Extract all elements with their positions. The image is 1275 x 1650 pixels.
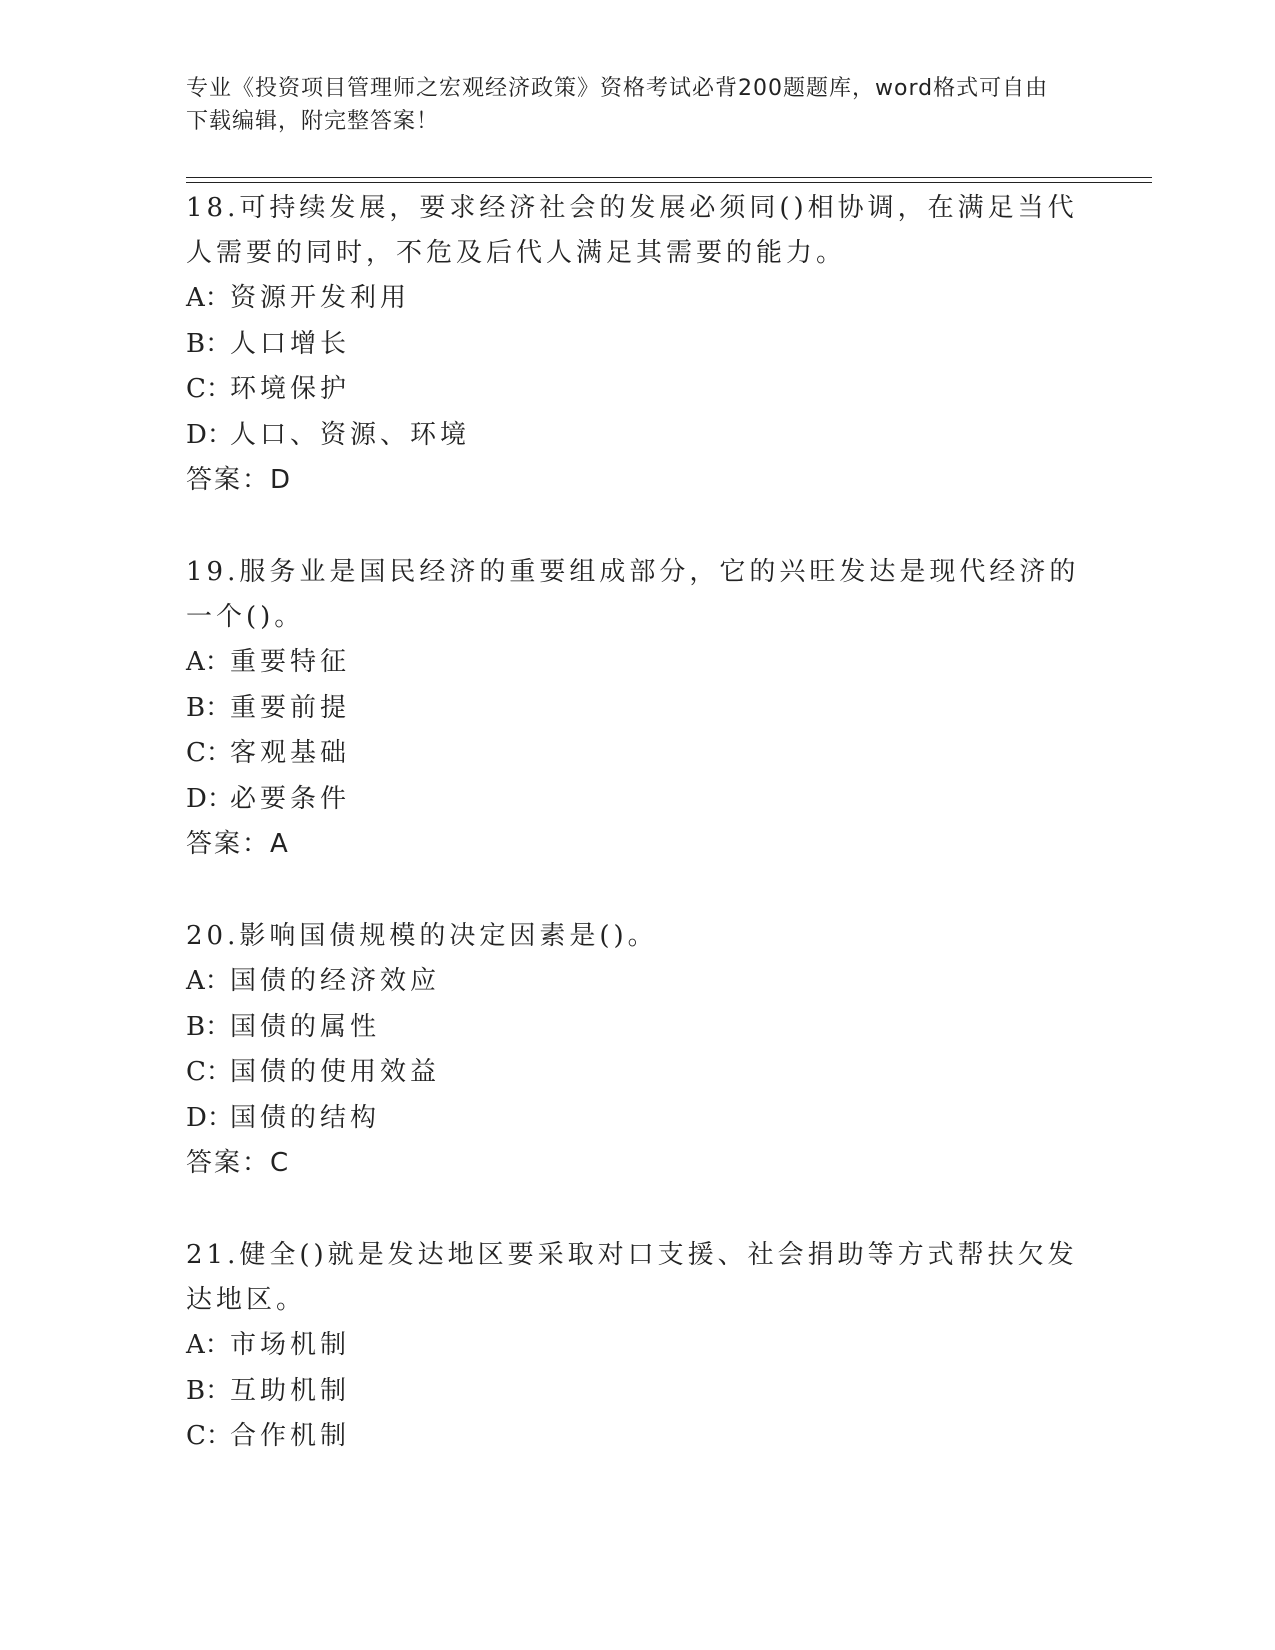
option-text: 国债的使用效益 <box>230 1057 441 1087</box>
option-text: 环境保护 <box>230 374 351 404</box>
option-text: 市场机制 <box>230 1330 351 1360</box>
option-text: 客观基础 <box>230 738 351 768</box>
option-text: 国债的结构 <box>230 1102 381 1133</box>
option-letter: A： <box>186 1330 231 1360</box>
option-b <box>186 686 1086 732</box>
option-a <box>186 959 1086 1005</box>
question-text: 19.服务业是国民经济的重要组成部分，它的兴旺发达是现代经济的一个()。 <box>186 557 1080 632</box>
option-a <box>186 1323 1086 1369</box>
option-letter: A： <box>186 966 231 996</box>
question-item <box>186 914 1086 1186</box>
option-text: 人口增长 <box>230 328 351 359</box>
option-b <box>186 322 1086 368</box>
question-spacer <box>186 867 1086 914</box>
question-list <box>186 186 1086 1460</box>
option-letter: C： <box>186 1421 232 1451</box>
question-spacer <box>186 503 1086 550</box>
option-a <box>186 640 1086 686</box>
option-letter: D： <box>186 419 233 450</box>
option-text: 资源开发利用 <box>230 283 411 313</box>
answer-text: 答案：D <box>186 465 293 495</box>
option-letter: C： <box>186 1057 232 1087</box>
answer-text: 答案：C <box>186 1148 291 1178</box>
option-text: 互助机制 <box>230 1375 351 1406</box>
option-c <box>186 1050 1086 1096</box>
option-d <box>186 413 1086 459</box>
question-spacer <box>186 1186 1086 1233</box>
option-letter: B： <box>186 692 232 723</box>
option-b <box>186 1005 1086 1051</box>
question-text: 20.影响国债规模的决定因素是()。 <box>186 921 658 951</box>
question-text: 21.健全()就是发达地区要采取对口支援、社会捐助等方式帮扶欠发达地区。 <box>186 1240 1078 1315</box>
question-item <box>186 1233 1086 1460</box>
option-b <box>186 1369 1086 1415</box>
question-item <box>186 550 1086 867</box>
document-header: 专业《投资项目管理师之宏观经济政策》资格考试必背200题题库，word格式可自由下载编辑，附完整答案！ <box>186 76 1049 134</box>
option-text: 合作机制 <box>230 1421 351 1451</box>
option-text: 国债的属性 <box>230 1011 381 1042</box>
option-c <box>186 1414 1086 1460</box>
question-item <box>186 186 1086 503</box>
option-letter: A： <box>186 647 231 677</box>
option-letter: D： <box>186 783 233 814</box>
option-text: 必要条件 <box>230 783 351 814</box>
option-a <box>186 276 1086 322</box>
answer-text: 答案：A <box>186 829 290 859</box>
option-letter: B： <box>186 1011 232 1042</box>
option-letter: C： <box>186 738 232 768</box>
option-text: 重要特征 <box>230 647 351 677</box>
header-divider-bottom <box>186 182 1152 183</box>
option-letter: B： <box>186 328 232 359</box>
option-text: 人口、资源、环境 <box>230 419 471 450</box>
option-letter: C： <box>186 374 232 404</box>
option-letter: A： <box>186 283 231 313</box>
option-c <box>186 367 1086 413</box>
option-d <box>186 1096 1086 1142</box>
option-text: 重要前提 <box>230 692 351 723</box>
option-c <box>186 731 1086 777</box>
option-d <box>186 777 1086 823</box>
option-letter: D： <box>186 1102 233 1133</box>
header-divider-top <box>186 177 1152 178</box>
option-text: 国债的经济效应 <box>230 966 441 996</box>
option-letter: B： <box>186 1375 232 1406</box>
question-text: 18.可持续发展，要求经济社会的发展必须同()相协调，在满足当代人需要的同时，不危及后代人满足其需要的能力。 <box>186 193 1078 268</box>
